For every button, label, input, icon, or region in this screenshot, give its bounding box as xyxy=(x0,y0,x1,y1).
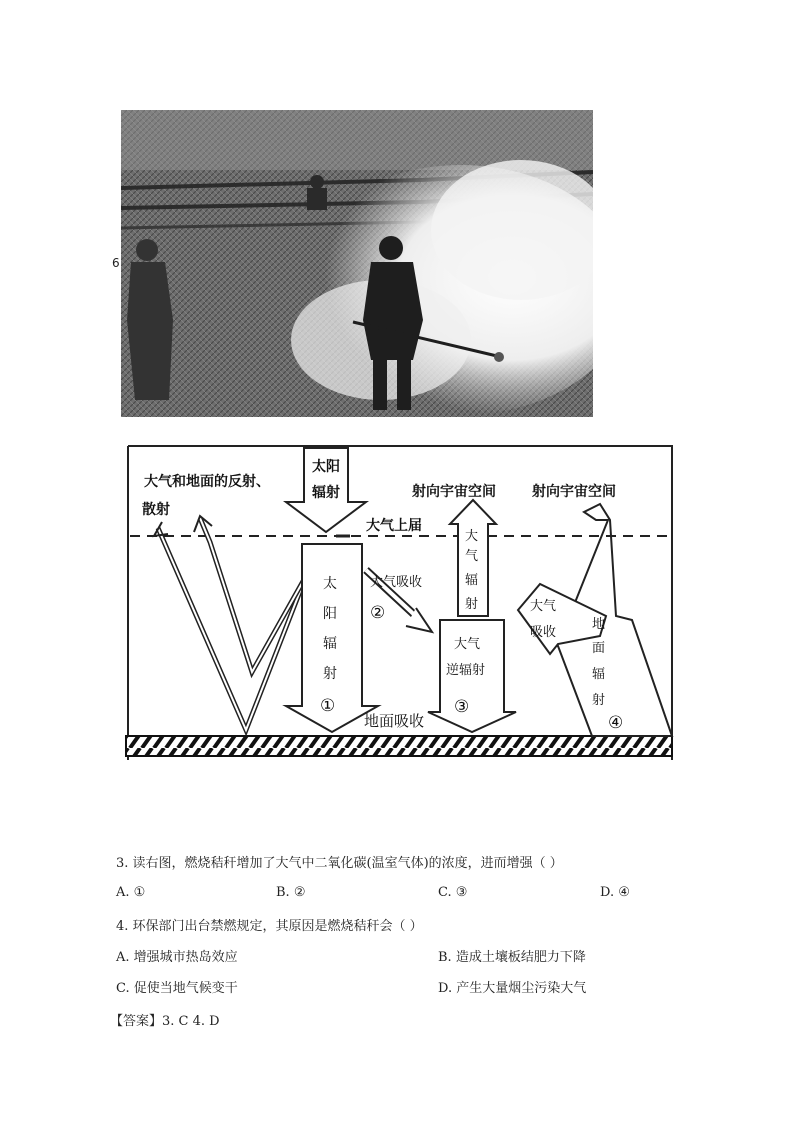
counter-rad-line1: 大气 xyxy=(454,637,481,652)
solar-bottom-label: 辐射 xyxy=(312,485,340,501)
answer-line: 【答案】3. C 4. D xyxy=(110,1014,220,1029)
ground-rad-char-2: 面 xyxy=(592,641,606,656)
atm-rad-char-1: 大 xyxy=(465,529,479,544)
atm-rad-char-3: 辐 xyxy=(465,573,479,588)
q3-option-b: B. ② xyxy=(276,885,306,900)
atmosphere-heating-diagram xyxy=(120,440,680,770)
solar-arrow-char-4: 射 xyxy=(323,666,337,682)
counter-rad-line2: 逆辐射 xyxy=(446,663,486,678)
to-space-label-1: 射向宇宙空间 xyxy=(412,484,496,500)
atm-absorb-label: 大气吸收 xyxy=(370,575,423,590)
atm-absorb-4-line1: 大气 xyxy=(530,599,557,614)
marker-circle-2: ② xyxy=(370,603,386,623)
q4-option-d: D. 产生大量烟尘污染大气 xyxy=(438,981,587,996)
q3-option-d: D. ④ xyxy=(600,885,630,900)
reflection-label-line1: 大气和地面的反射、 xyxy=(144,474,270,490)
marker-circle-1: ① xyxy=(320,696,336,716)
straw-burning-photo xyxy=(121,110,593,417)
q4-option-b: B. 造成土壤板结肥力下降 xyxy=(438,950,586,965)
marker-circle-4: ④ xyxy=(608,713,624,733)
solar-top-label: 太阳 xyxy=(312,459,340,475)
q4-option-a: A. 增强城市热岛效应 xyxy=(116,950,238,965)
ground-rad-char-1: 地 xyxy=(592,617,606,632)
q3-option-c: C. ③ xyxy=(438,885,468,900)
question-3-stem: 3. 读右图，燃烧秸秆增加了大气中二氧化碳(温室气体)的浓度，进而增强（ ） xyxy=(116,856,563,871)
ground-rad-char-3: 辐 xyxy=(592,667,606,682)
ground-surface xyxy=(126,736,672,756)
ground-absorb-label: 地面吸收 xyxy=(364,712,425,730)
ground-rad-char-4: 射 xyxy=(592,693,606,708)
to-space-label-2: 射向宇宙空间 xyxy=(532,484,616,500)
marker-circle-3: ③ xyxy=(454,697,470,717)
solar-arrow-char-1: 太 xyxy=(323,576,337,592)
upper-atmosphere-label: 大气上届 xyxy=(366,518,422,534)
question-4-stem: 4. 环保部门出台禁燃规定，其原因是燃烧秸秆会（ ） xyxy=(116,919,423,934)
atm-absorb-4-line2: 吸收 xyxy=(530,625,557,640)
reflection-label-line2: 散射 xyxy=(142,502,170,518)
q3-option-a: A. ① xyxy=(116,885,146,900)
solar-arrow-char-3: 辐 xyxy=(323,636,337,652)
q4-option-c: C. 促使当地气候变干 xyxy=(116,981,238,996)
atm-rad-char-2: 气 xyxy=(465,549,479,564)
solar-arrow-char-2: 阳 xyxy=(323,606,337,622)
page-marker: 6 xyxy=(112,256,120,270)
atm-rad-char-4: 射 xyxy=(465,597,479,612)
